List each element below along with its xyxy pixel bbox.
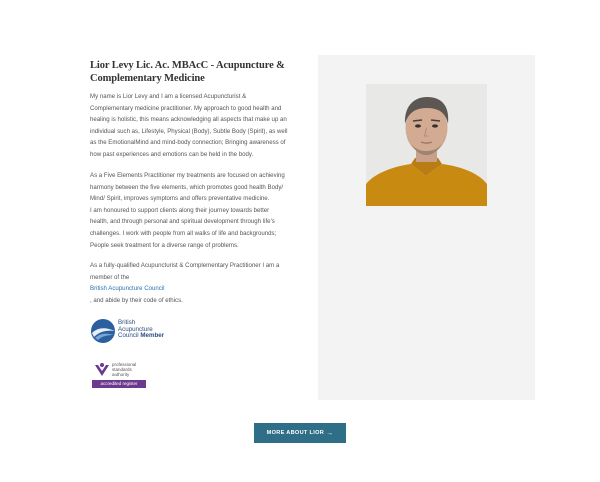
text-line: as the EmotionalMind and mind-body connection; Bringing awareness of	[90, 139, 286, 147]
photo-panel	[318, 55, 535, 400]
bac-member-logo	[90, 318, 170, 344]
arrow-right-icon: →	[326, 429, 334, 437]
intro-paragraph	[90, 91, 300, 161]
british-acupuncture-council-link[interactable]: British Acupuncture Council	[90, 285, 165, 293]
text-line: how past experiences and emotions can be held in the body.	[90, 150, 254, 158]
text-line: My name is Lior Levy and I am a licensed Acupuncturist &	[90, 93, 247, 100]
psa-badge: accredited register	[92, 380, 146, 388]
bac-emblem-icon	[90, 318, 118, 344]
text-line: Complementary medicine practitioner. My approach to good health and	[90, 104, 282, 112]
psa-logo-line: professional	[112, 362, 137, 367]
text-line: individual such as, Lifestyle, Physical (Body), Subtle Body (Spirit), as well	[90, 127, 288, 135]
bac-logo-line: Acupuncture	[118, 325, 153, 333]
psa-logo-line: authority	[112, 371, 130, 377]
text-line: As a fully-qualified Acupuncturist & Complementary Practitioner I am a	[90, 262, 280, 269]
five-elements-paragraph	[90, 170, 300, 251]
text-line: People seek treatment for a diverse range of problems.	[90, 241, 239, 249]
portrait-image	[366, 84, 487, 206]
more-about-lior-label: MORE ABOUT LIOR	[266, 430, 325, 436]
text-line: healing is holistic, this means acknowledging all aspects that make up an	[90, 116, 287, 124]
bac-logo-member: Member	[140, 332, 165, 340]
lior-portrait-photo	[366, 84, 487, 206]
psa-logo-line: standards	[112, 366, 132, 372]
text-line: I am honoured to support clients along their journey towards better	[90, 206, 270, 214]
page-title: Lior Levy Lic. Ac. MBAcC - Acupuncture & Complementary Medicine	[90, 60, 285, 84]
text-line: Mind/ Spirit, improves symptoms and offers preventative medicine.	[90, 195, 270, 203]
text-line: , and abide by their code of ethics.	[90, 296, 183, 304]
membership-paragraph	[90, 260, 300, 306]
psa-emblem-icon	[94, 362, 110, 378]
bac-logo-line: British	[118, 319, 136, 326]
psa-accredited-logo	[90, 362, 150, 390]
more-about-lior-button[interactable]	[254, 423, 346, 443]
text-line: As a Five Elements Practitioner my treatments are focused on achieving	[90, 172, 285, 179]
text-line: challenges. I work with people from all walks of life and backgrounds;	[90, 229, 277, 237]
text-line: harmony between the five elements, which promotes good health Body/	[90, 183, 284, 191]
bac-logo-line: Council	[118, 332, 139, 340]
text-line: health, and through personal and spiritual development through life's	[90, 218, 275, 226]
text-line: member of the	[90, 273, 130, 281]
